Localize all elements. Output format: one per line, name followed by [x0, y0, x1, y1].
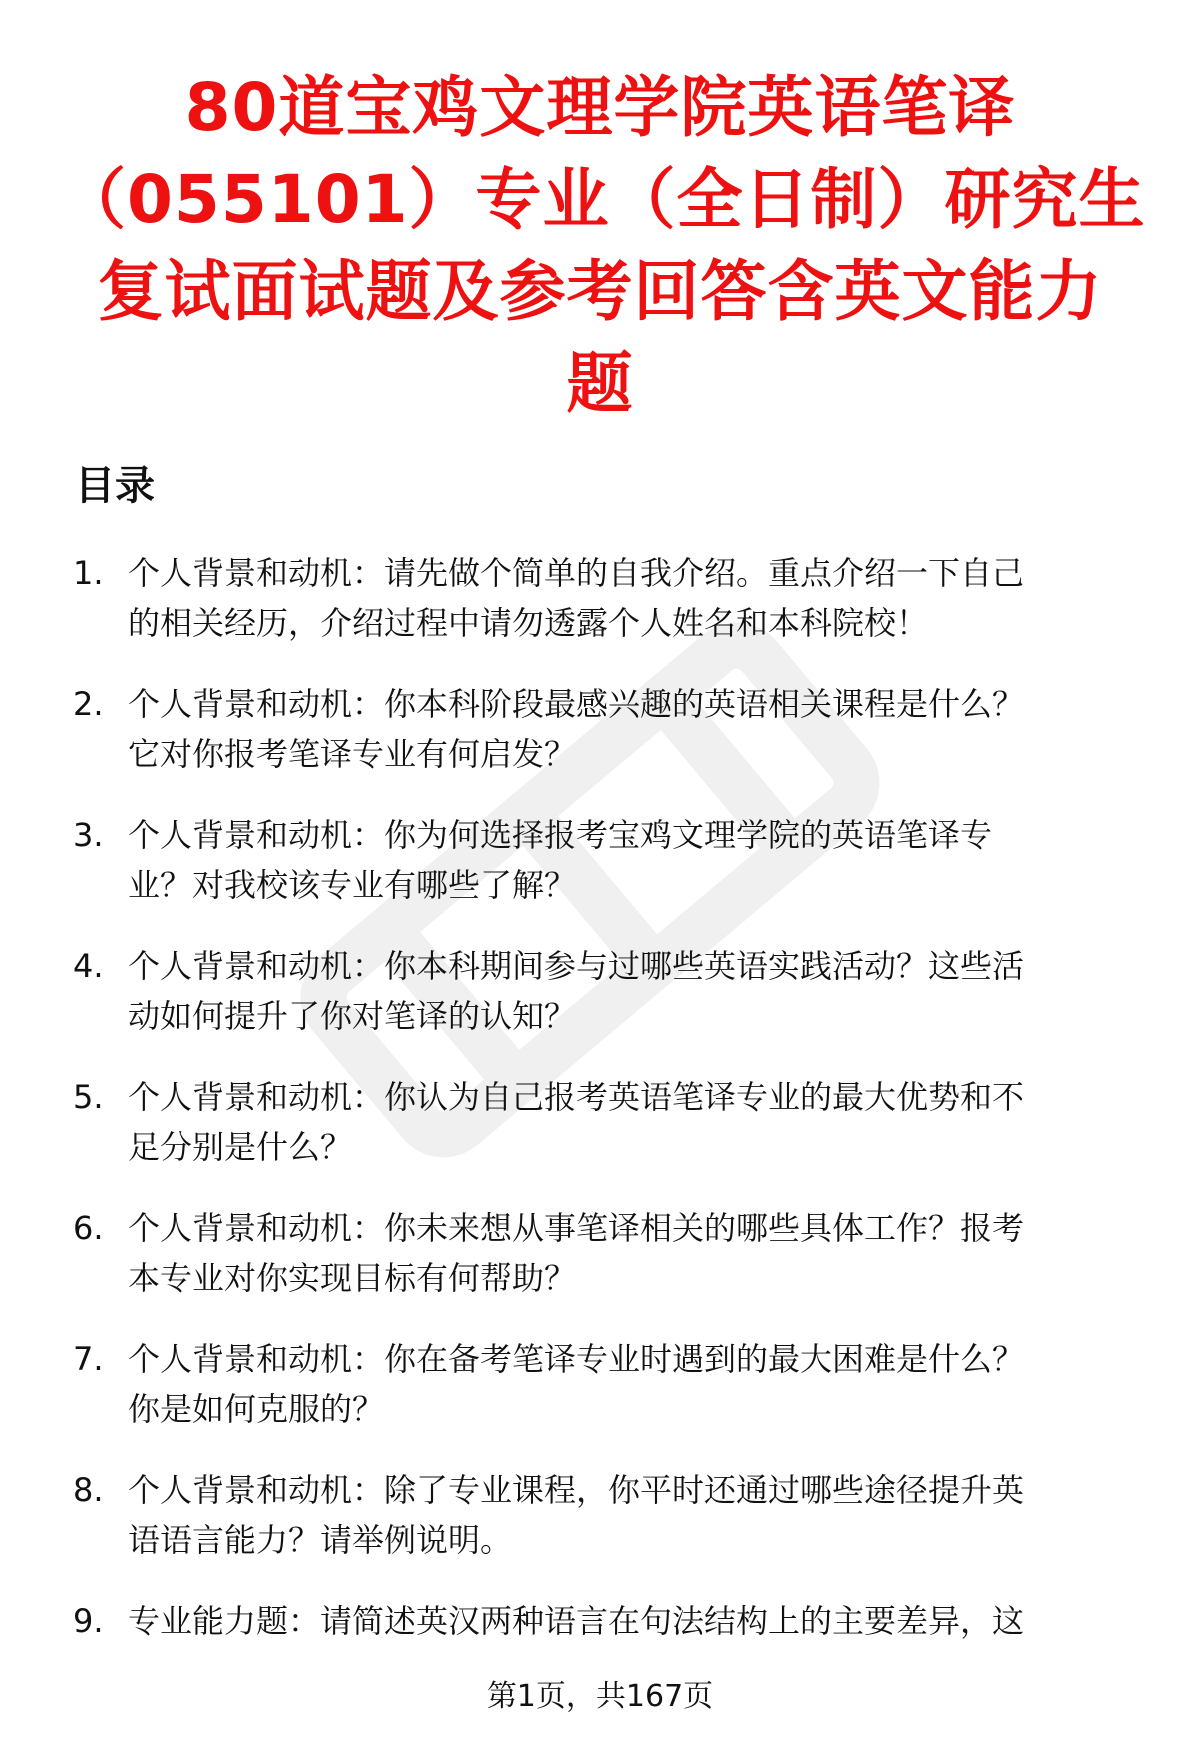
toc-item-text — [128, 1465, 1144, 1565]
toc-item-number: 5. — [73, 1078, 104, 1116]
toc-item-line: 个人背景和动机：你在备考笔译专业时遇到的最大困难是什么？ — [128, 1340, 1025, 1378]
toc-item-line: 本专业对你实现目标有何帮助？ — [128, 1259, 577, 1297]
toc-item-number: 8. — [73, 1471, 104, 1509]
document-title — [60, 62, 1146, 430]
toc-item-line: 个人背景和动机：你本科阶段最感兴趣的英语相关课程是什么？ — [128, 685, 1025, 723]
title-line-2: （055101）专业（全日制）研究生 — [60, 161, 1146, 238]
toc-item-text — [128, 679, 1144, 779]
toc-item-line: 专业能力题：请简述英汉两种语言在句法结构上的主要差异，这 — [128, 1602, 1025, 1640]
toc-item[interactable] — [0, 1334, 1200, 1465]
toc-heading: 目录 — [75, 463, 155, 509]
toc-item-number: 3. — [73, 816, 104, 854]
toc-item-number: 6. — [73, 1209, 104, 1247]
toc-item[interactable] — [0, 679, 1200, 810]
toc-item-text — [128, 1203, 1144, 1303]
toc-item-text — [128, 941, 1144, 1041]
toc-item-line: 动如何提升了你对笔译的认知？ — [128, 997, 577, 1035]
toc-item[interactable] — [0, 1465, 1200, 1596]
toc-item-line: 你是如何克服的？ — [128, 1390, 385, 1428]
toc-item-line: 它对你报考笔译专业有何启发？ — [128, 735, 577, 773]
toc-item-text — [128, 1072, 1144, 1172]
toc-item-text — [128, 810, 1144, 910]
page-footer: 第1页，共167页 — [486, 1679, 714, 1714]
toc-item-number: 4. — [73, 947, 104, 985]
title-line-1: 80道宝鸡文理学院英语笔译 — [184, 69, 1016, 146]
toc-item-line: 个人背景和动机：请先做个简单的自我介绍。重点介绍一下自己 — [128, 554, 1025, 592]
toc-item-text — [128, 1596, 1144, 1646]
toc-item-text — [128, 548, 1144, 648]
toc-item-line: 业？对我校该专业有哪些了解？ — [128, 866, 577, 904]
toc-item-line: 个人背景和动机：你为何选择报考宝鸡文理学院的英语笔译专 — [128, 816, 993, 854]
toc-item-line: 个人背景和动机：除了专业课程，你平时还通过哪些途径提升英 — [128, 1471, 1025, 1509]
toc-list — [0, 548, 1200, 1727]
toc-item-line: 个人背景和动机：你本科期间参与过哪些英语实践活动？这些活 — [128, 947, 1025, 985]
toc-item-line: 个人背景和动机：你认为自己报考英语笔译专业的最大优势和不 — [128, 1078, 1025, 1116]
toc-item[interactable] — [0, 810, 1200, 941]
toc-item-number: 2. — [73, 685, 104, 723]
toc-item-line: 足分别是什么？ — [128, 1128, 353, 1166]
toc-item-number: 1. — [73, 554, 104, 592]
toc-item-line: 的相关经历，介绍过程中请勿透露个人姓名和本科院校！ — [128, 604, 929, 642]
toc-item[interactable] — [0, 941, 1200, 1072]
toc-item[interactable] — [0, 1072, 1200, 1203]
toc-item[interactable] — [0, 1203, 1200, 1334]
toc-item[interactable] — [0, 548, 1200, 679]
title-line-4: 题 — [566, 345, 634, 422]
toc-item-number: 7. — [73, 1340, 104, 1378]
toc-item-text — [128, 1334, 1144, 1434]
title-line-3: 复试面试题及参考回答含英文能力 — [97, 253, 1103, 330]
toc-item-number: 9. — [73, 1602, 104, 1640]
toc-item-line: 个人背景和动机：你未来想从事笔译相关的哪些具体工作？报考 — [128, 1209, 1025, 1247]
toc-item-line: 语语言能力？请举例说明。 — [128, 1521, 513, 1559]
